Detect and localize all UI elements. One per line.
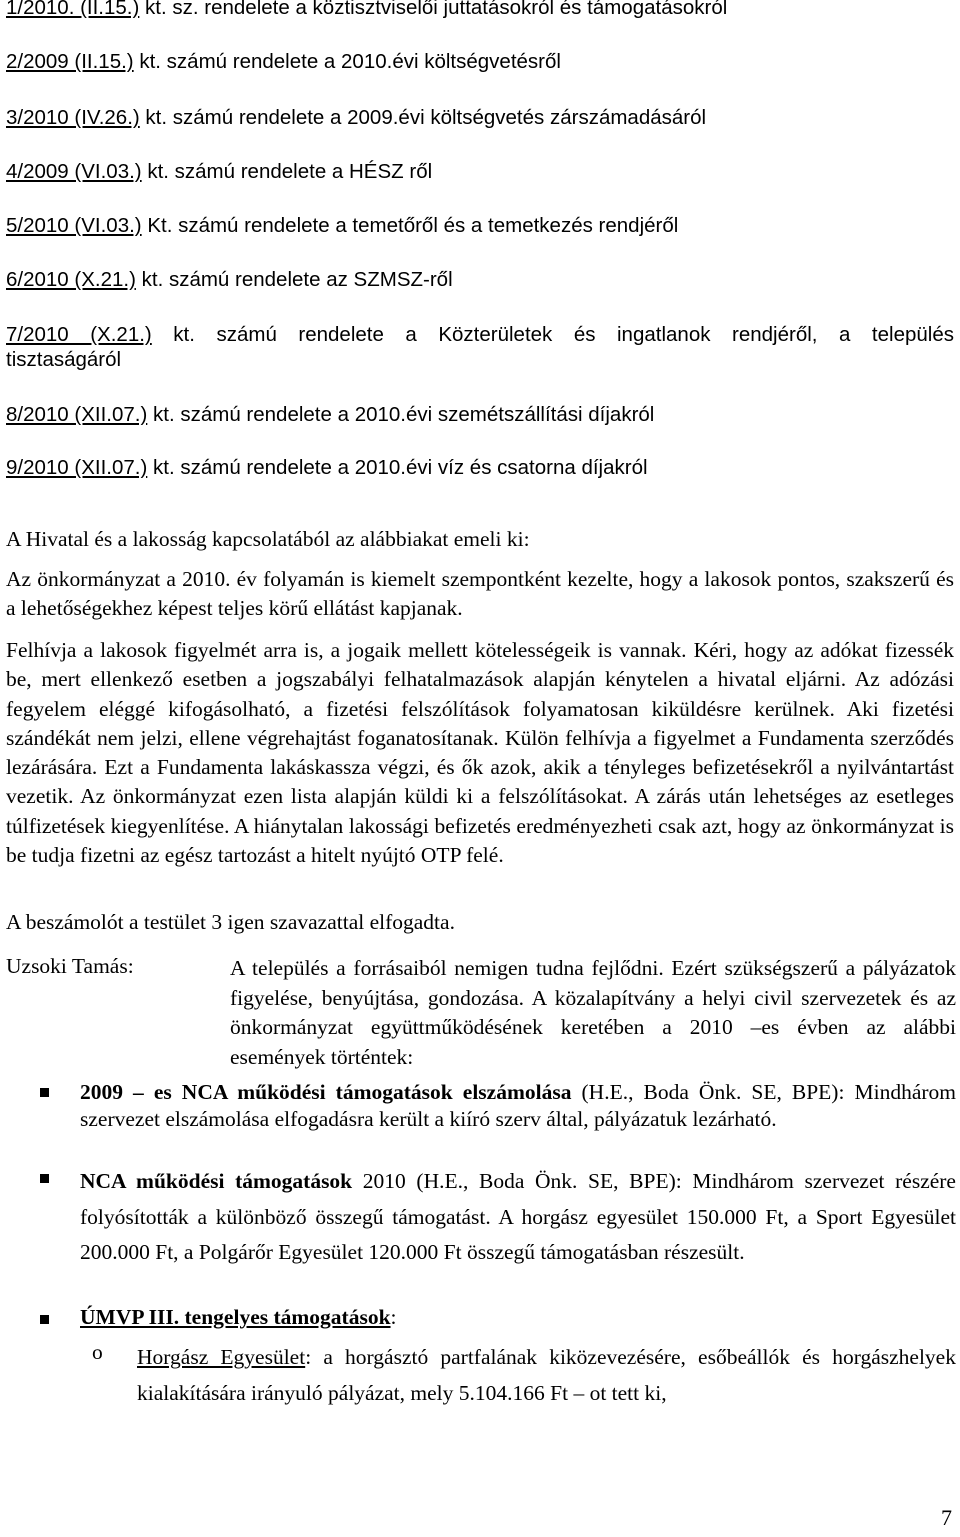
sub-bullet-marker: o	[92, 1340, 103, 1364]
regulation-item: 6/2010 (X.21.) kt. számú rendelete az SZMSZ-ről	[6, 268, 453, 291]
regulation-item: 3/2010 (IV.26.) kt. számú rendelete a 2009.évi költségvetés zárszámadásáról	[6, 106, 707, 129]
bullet-marker	[40, 1174, 49, 1183]
paragraph: Felhívja a lakosok figyelmét arra is, a jogaik mellett kötelességeik is vannak. Kéri, hogy az adókat fizessék be, mert ellenkező esetben a jogszabályi felhatalmazások alapján kénytelen a hivatal eljárni. Az adózási fegyelem eléggé kifogásolható, a fizetési felszólítások folyamatosan kiküldésre kerülnek. Aki fizetési szándékát nem jelzi, ellene végrehajtást foganatosítanak. Külön felhívja a figyelmet a Fundamenta szerződés lezárására. Ezt a Fundamenta lakáskassza végzi, és ők azok, akik a tényleges befizetésekről a nyilvántartást vezetik. Az önkormányzat ezen lista alapján küldi ki a felszólításokat. A zárás után lehetséges az esetleges túlfizetések kiegyenlítése. A hiánytalan lakossági befizetés eredményezheti csak azt, hogy az önkormányzat is be tudja fizetni az egész tartozást a hitelt nyújtó OTP felé.	[6, 638, 954, 868]
sub-bullet-item: Horgász Egyesület: a horgásztó partfalának kiközevezésére, esőbeállók és horgászhelyek kialakítására irányuló pályázat, mely 5.104.166 Ft – ot tett ki,	[137, 1345, 956, 1405]
regulation-item: 5/2010 (VI.03.) Kt. számú rendelete a temetőről és a temetkezés rendjéről	[6, 214, 679, 237]
regulation-item-continuation: tisztaságáról	[6, 348, 122, 371]
intro-text: A Hivatal és a lakosság kapcsolatából az alábbiakat emeli ki:	[6, 527, 530, 551]
regulation-item: 2/2009 (II.15.) kt. számú rendelete a 2010.évi költségvetésről	[6, 50, 561, 73]
bullet-marker	[40, 1088, 49, 1097]
regulation-item: 8/2010 (XII.07.) kt. számú rendelete a 2010.évi szemétszállítási díjakról	[6, 403, 655, 426]
regulation-item: 1/2010. (II.15.) kt. sz. rendelete a köztisztviselői juttatásokról és támogatásokról	[6, 0, 728, 19]
bullet-item: 2009 – es NCA működési támogatások elszámolása (H.E., Boda Önk. SE, BPE): Mindhárom szervezet elszámolása elfogadásra került a kiíró szerv által, pályázatuk lezárható.	[80, 1080, 957, 1131]
paragraph: Az önkormányzat a 2010. év folyamán is kiemelt szempontként kezelte, hogy a lakosok pontos, szakszerű és a lehetőségekhez képest teljes körű ellátást kapjanak.	[6, 567, 954, 621]
regulation-item: 7/2010 (X.21.) kt. számú rendelete a Közterületek és ingatlanok rendjéről, a település	[6, 323, 954, 346]
bullet-item: ÚMVP III. tengelyes támogatások:	[80, 1305, 397, 1329]
bullet-marker	[40, 1315, 49, 1324]
bullet-item: NCA működési támogatások 2010 (H.E., Boda Önk. SE, BPE): Mindhárom szervezet részére folyósították a különböző összegű támogatást. A horgász egyesület 150.000 Ft, a Sport Egyesület 200.000 Ft, a Polgárőr Egyesület 120.000 Ft összegű támogatásban részesült.	[80, 1169, 956, 1264]
page-number: 7	[941, 1505, 952, 1530]
regulation-item: 4/2009 (VI.03.) kt. számú rendelete a HÉSZ ről	[6, 160, 433, 183]
speaker-text: A település a forrásaiból nemigen tudna fejlődni. Ezért szükségszerű a pályázatok figyelése, benyújtása, gondozása. A közalapítvány a helyi civil szervezetek és az önkormányzat együttműködésének keretében a 2010 –es évben az alábbi események történtek:	[230, 956, 956, 1069]
vote-result: A beszámolót a testület 3 igen szavazattal elfogadta.	[6, 910, 455, 934]
speaker-name: Uzsoki Tamás:	[6, 954, 134, 978]
regulation-item: 9/2010 (XII.07.) kt. számú rendelete a 2010.évi víz és csatorna díjakról	[6, 456, 648, 479]
